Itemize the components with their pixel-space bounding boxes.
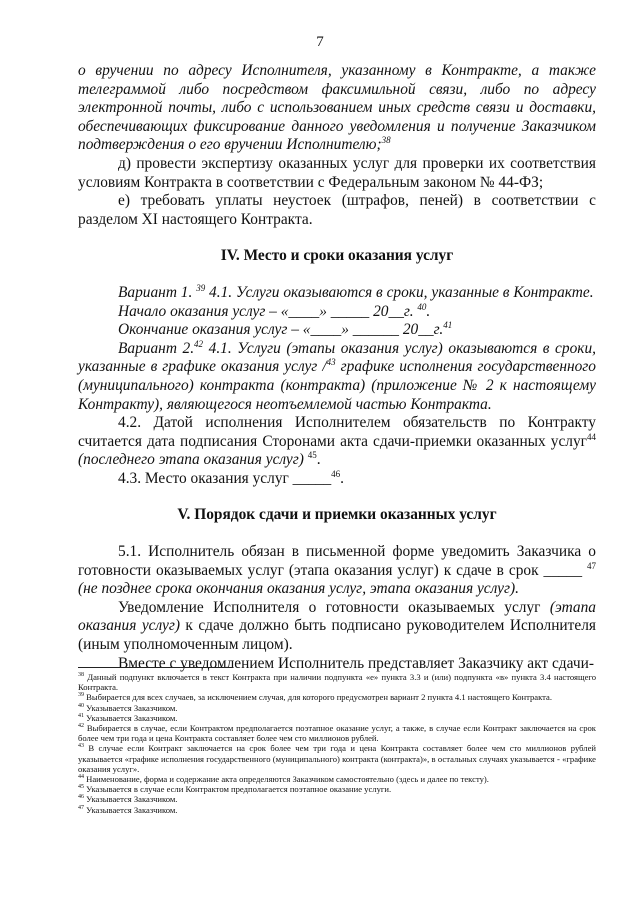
footnote-text: Выбирается для всех случаев, за исключением случая, для которого предусмотрен вариант 2 пункта 4.1 настоящего Контракта. (86, 692, 553, 703)
start-mid: » (319, 302, 327, 320)
footnote (78, 692, 596, 702)
start-date-line: Начало оказания услуг – «____» _____ 20__г. $^{40}$. (118, 301, 431, 320)
page-number: 7 (316, 34, 324, 50)
p51-text-b: (не позднее срока окончания оказания услуг, этапа оказания услуг). (78, 580, 519, 598)
notice-text-a: Уведомление Исполнителя о готовности оказываемых услуг (118, 598, 541, 616)
footnote-ref-45: 45 (307, 450, 317, 461)
notice-paragraph (78, 599, 596, 655)
variant-1-label: Вариант 1. (118, 283, 193, 301)
notice-text-b: (этапа оказания услуг) (78, 598, 596, 635)
p42-text-a: 4.2. Датой исполнения Исполнителем обязательств по Контракту считается дата подписания Сторонами акта сдачи-приемки оказанных услуг (78, 414, 596, 450)
start-end: г. (403, 302, 414, 320)
footnote-ref-38: 38 (381, 135, 391, 146)
footnote-separator (78, 667, 233, 668)
end-mid: » (341, 321, 349, 339)
footnote-text: Указывается в случае если Контрактом предполагается поэтапное оказание услуги. (86, 784, 392, 795)
footnote-text: Указывается Заказчиком. (86, 712, 178, 723)
variant-2-text-b: графике исполнения государственного (муниципального) контракта (контракта) (приложение № 2 к настоящему Контракту), являющегося неотъемлемой частью Контракта. (78, 358, 596, 413)
section-4-heading: IV. Место и сроки оказания услуг (220, 247, 454, 265)
variant-2-paragraph (78, 340, 596, 414)
footnote (78, 805, 596, 815)
p42-text-b: (последнего этапа оказания услуг) (78, 451, 304, 469)
footnote-ref-47: 47 (587, 560, 597, 571)
p51-text-a: 5.1. Исполнитель обязан в письменной форме уведомить Заказчика о готовности оказываемых услуг (этапа оказания услуг) к сдаче в срок (78, 543, 596, 579)
footnote (78, 774, 596, 784)
paragraph-4-2: 4.2. Датой исполнения Исполнителем обязательств по Контракту считается дата подписания Сторонами акта сдачи-приемки оказанных услуг$^{44}$ (последнего этапа оказания услуг) $^{45}$. (78, 414, 596, 469)
footnote-number: 39 (78, 692, 84, 699)
footnote-ref-43: 43 (326, 357, 336, 368)
last-paragraph: Вместе с уведомлением Исполнитель представляет Заказчику акт сдачи- (118, 654, 594, 672)
start-year: 20 (373, 302, 389, 320)
end-end: г. (433, 321, 444, 339)
footnote-ref-39: 39 (196, 282, 206, 293)
footnote-ref-40: 40 (417, 301, 427, 312)
footnote-number: 45 (78, 784, 84, 791)
p43-text: 4.3. Место оказания услуг (118, 469, 289, 487)
footnote (78, 703, 596, 713)
footnote (78, 723, 596, 743)
footnote-number: 43 (78, 743, 84, 750)
footnote-ref-46: 46 (331, 468, 341, 479)
footnote (78, 784, 596, 794)
footnote-text: Указывается Заказчиком. (86, 794, 178, 805)
document-body (78, 62, 596, 673)
variant-1-paragraph (78, 284, 596, 303)
footnote-text: Наименование, форма и содержание акта определяются Заказчиком самостоятельно (здесь и далее по тексту). (86, 774, 489, 785)
start-label: Начало оказания услуг – « (118, 302, 289, 320)
top-italic-text: о вручении по адресу Исполнителя, указанному в Контракте, а также телеграммой либо посредством факсимильной связи, либо по адресу электронной почты, либо с использованием иных средств связи и доставки, обеспечивающих фиксирование данного уведомления и получение Заказчиком подтверждения о его вручении Исполнителю; (78, 62, 596, 154)
footnote-number: 42 (78, 723, 84, 730)
top-italic-paragraph (78, 62, 596, 155)
footnotes (78, 672, 596, 815)
footnote-text: Данный подпункт включается в текст Контракта при наличии подпункта «е» пункта 3.3 и (или) подпункта «в» пункта 3.4 настоящего Контракта. (78, 672, 596, 693)
footnote-ref-44: 44 (587, 431, 596, 442)
footnote-text: Указывается Заказчиком. (86, 702, 178, 713)
end-label: Окончание оказания услуг – « (118, 321, 311, 339)
footnote (78, 672, 596, 692)
footnote-number: 47 (78, 804, 84, 811)
footnote-number: 41 (78, 712, 84, 719)
end-year: 20 (402, 321, 419, 339)
notice-text-c: к сдаче должно быть подписано руководителем Исполнителя (иным уполномоченным лицом). (78, 617, 596, 654)
footnote (78, 743, 596, 774)
end-date-line: Окончание оказания услуг – «____» ______ 20__г.$^{41}$ (118, 320, 453, 339)
section-5-heading: V. Порядок сдачи и приемки оказанных услуг (177, 506, 497, 524)
variant-2-text-a: 4.1. Услуги (этапы оказания услуг) оказываются в сроки, указанные в графике оказания услуг / (78, 339, 597, 376)
footnote-text: В случае если Контракт заключается на срок более чем три года и цена Контракта составляет более чем сто миллионов рублей указывается «графике исполнения государственного (муниципального) контракта (контракта)», в остальных случаях указывается - «графике оказания услуг». (78, 743, 596, 774)
footnote-number: 44 (78, 774, 84, 781)
footnote-ref-42: 42 (194, 338, 204, 349)
footnote-text: Указывается Заказчиком. (86, 804, 178, 815)
item-e-paragraph: е) требовать уплаты неустоек (штрафов, пеней) в соответствии с разделом XI настоящего Контракта. (78, 192, 596, 228)
footnote (78, 794, 596, 804)
item-d-paragraph: д) провести экспертизу оказанных услуг для проверки их соответствия условиям Контракта в соответствии с Федеральным законом № 44-ФЗ; (78, 154, 596, 191)
footnote-number: 38 (78, 672, 84, 679)
paragraph-4-3: 4.3. Место оказания услуг _____$^{46}$. (118, 468, 345, 487)
variant-2-label: Вариант 2. (118, 339, 195, 357)
footnote (78, 713, 596, 723)
footnote-number: 40 (78, 702, 84, 709)
footnote-text: Выбирается в случае, если Контрактом предполагается поэтапное оказание услуг, а также, в случае если Контракт заключается на срок более чем три года и цена Контракта составляет более чем сто миллионов рублей. (78, 723, 596, 744)
footnote-number: 46 (78, 794, 84, 801)
paragraph-5-1: 5.1. Исполнитель обязан в письменной форме уведомить Заказчика о готовности оказываемых услуг (этапа оказания услуг) к сдаче в срок _____ $^{47}$ (не позднее срока окончания оказания услуг, этапа оказания услуг). (78, 543, 597, 598)
variant-1-text: 4.1. Услуги оказываются в сроки, указанные в Контракте. (209, 283, 594, 301)
footnote-ref-41: 41 (443, 320, 453, 330)
